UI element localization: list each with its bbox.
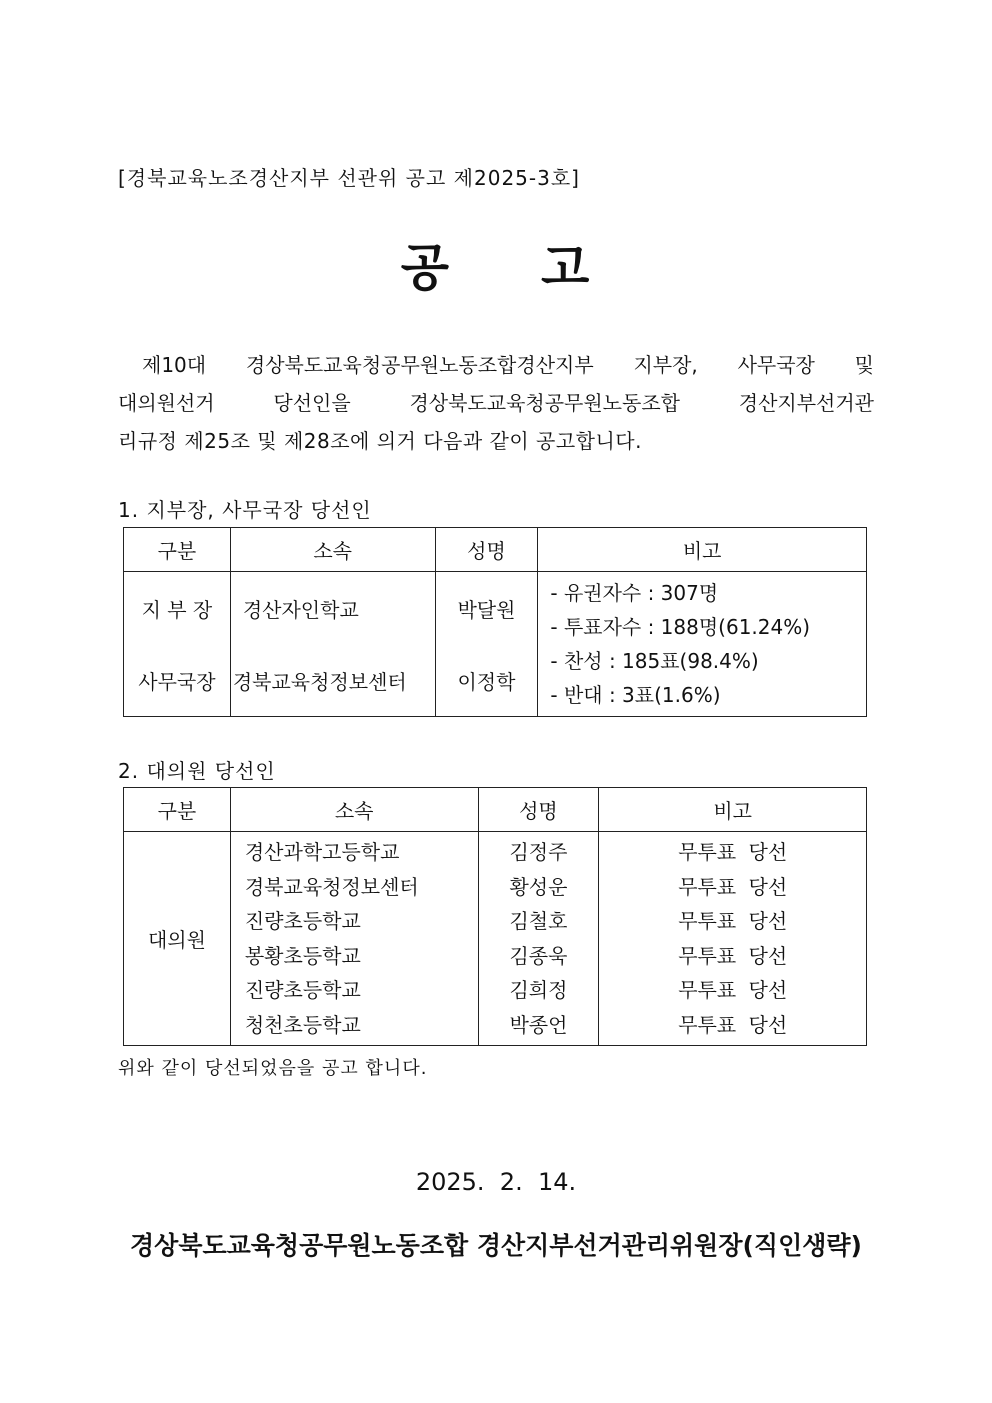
section-2-heading: 2. 대의원 당선인 xyxy=(118,759,276,783)
name-cell xyxy=(478,832,599,1046)
section-2-table xyxy=(123,787,867,1046)
header-name: 성명 xyxy=(478,788,599,832)
category-secretary: 사무국장 xyxy=(138,669,216,694)
affiliation-row-2: 경북교육청정보센터 xyxy=(244,874,419,899)
name-row-3: 김철호 xyxy=(509,909,568,933)
table-header-row xyxy=(124,788,867,832)
intro-paragraph xyxy=(118,346,874,460)
notes-cell xyxy=(538,572,867,717)
category-chair: 지 부 장 xyxy=(141,597,213,622)
header-category: 구분 xyxy=(124,788,231,832)
title-char-1: 공 xyxy=(400,239,451,297)
note-row-4: 무투표 당선 xyxy=(678,943,788,968)
header-notes: 비고 xyxy=(538,528,867,572)
table-row xyxy=(124,572,867,717)
notice-number: [경북교육노조경산지부 선관위 공고 제2025-3호] xyxy=(118,166,580,190)
affiliation-row-4: 봉황초등학교 xyxy=(244,943,361,968)
intro-line-2: 대의원선거 당선인을 경상북도교육청공무원노동조합 경산지부선거관 xyxy=(118,391,874,415)
intro-line-3: 리규정 제25조 및 제28조에 의거 다음과 같이 공고합니다. xyxy=(118,429,642,453)
closing-statement: 위와 같이 당선되었음을 공고 합니다. xyxy=(118,1058,428,1079)
name-row-6: 박종언 xyxy=(509,1012,568,1037)
note-row-5: 무투표 당선 xyxy=(678,978,788,1002)
table-row xyxy=(124,832,867,1046)
note-row-6: 무투표 당선 xyxy=(678,1012,788,1037)
note-eligible-voters: - 유권자수 : 307명 xyxy=(550,581,719,605)
affiliation-cell xyxy=(230,832,478,1046)
name-row-1: 김정주 xyxy=(509,840,568,864)
signer-line: 경상북도교육청공무원노동조합 경산지부선거관리위원장(직인생략) xyxy=(130,1231,862,1260)
note-yes-votes: - 찬성 : 185표(98.4%) xyxy=(550,649,759,673)
note-row-3: 무투표 당선 xyxy=(678,909,788,933)
affiliation-row-5: 진량초등학교 xyxy=(244,978,361,1002)
header-affiliation: 소속 xyxy=(230,528,435,572)
section-1-heading: 1. 지부장, 사무국장 당선인 xyxy=(118,498,372,522)
name-row-5: 김희정 xyxy=(509,978,568,1002)
note-voters: - 투표자수 : 188명(61.24%) xyxy=(550,615,811,639)
header-affiliation: 소속 xyxy=(230,788,478,832)
note-no-votes: - 반대 : 3표(1.6%) xyxy=(550,683,721,707)
name-secretary: 이정학 xyxy=(457,669,516,694)
affiliation-cell xyxy=(230,572,435,717)
name-chair: 박달원 xyxy=(457,597,516,622)
announcement-date: 2025. 2. 14. xyxy=(415,1168,577,1196)
name-row-2: 황성운 xyxy=(509,874,568,899)
header-category: 구분 xyxy=(124,528,231,572)
section-1-table xyxy=(123,527,867,717)
name-row-4: 김종욱 xyxy=(509,943,568,968)
category-cell: 대의원 xyxy=(124,832,231,1046)
affiliation-row-6: 청천초등학교 xyxy=(244,1012,361,1037)
table-header-row xyxy=(124,528,867,572)
header-name: 성명 xyxy=(435,528,538,572)
note-row-2: 무투표 당선 xyxy=(678,874,788,899)
intro-line-1: 제10대 경상북도교육청공무원노동조합경산지부 지부장, 사무국장 및 xyxy=(142,353,874,377)
notes-cell xyxy=(599,832,867,1046)
affiliation-row-3: 진량초등학교 xyxy=(244,909,361,933)
title-char-2: 고 xyxy=(541,239,592,297)
affiliation-row-1: 경산과학고등학교 xyxy=(244,840,400,864)
header-notes: 비고 xyxy=(599,788,867,832)
note-row-1: 무투표 당선 xyxy=(678,840,788,864)
name-cell xyxy=(435,572,538,717)
category-cell xyxy=(124,572,231,717)
document-title xyxy=(0,228,992,300)
affiliation-chair: 경산자인학교 xyxy=(242,597,359,622)
affiliation-secretary: 경북교육청정보센터 xyxy=(232,669,407,694)
